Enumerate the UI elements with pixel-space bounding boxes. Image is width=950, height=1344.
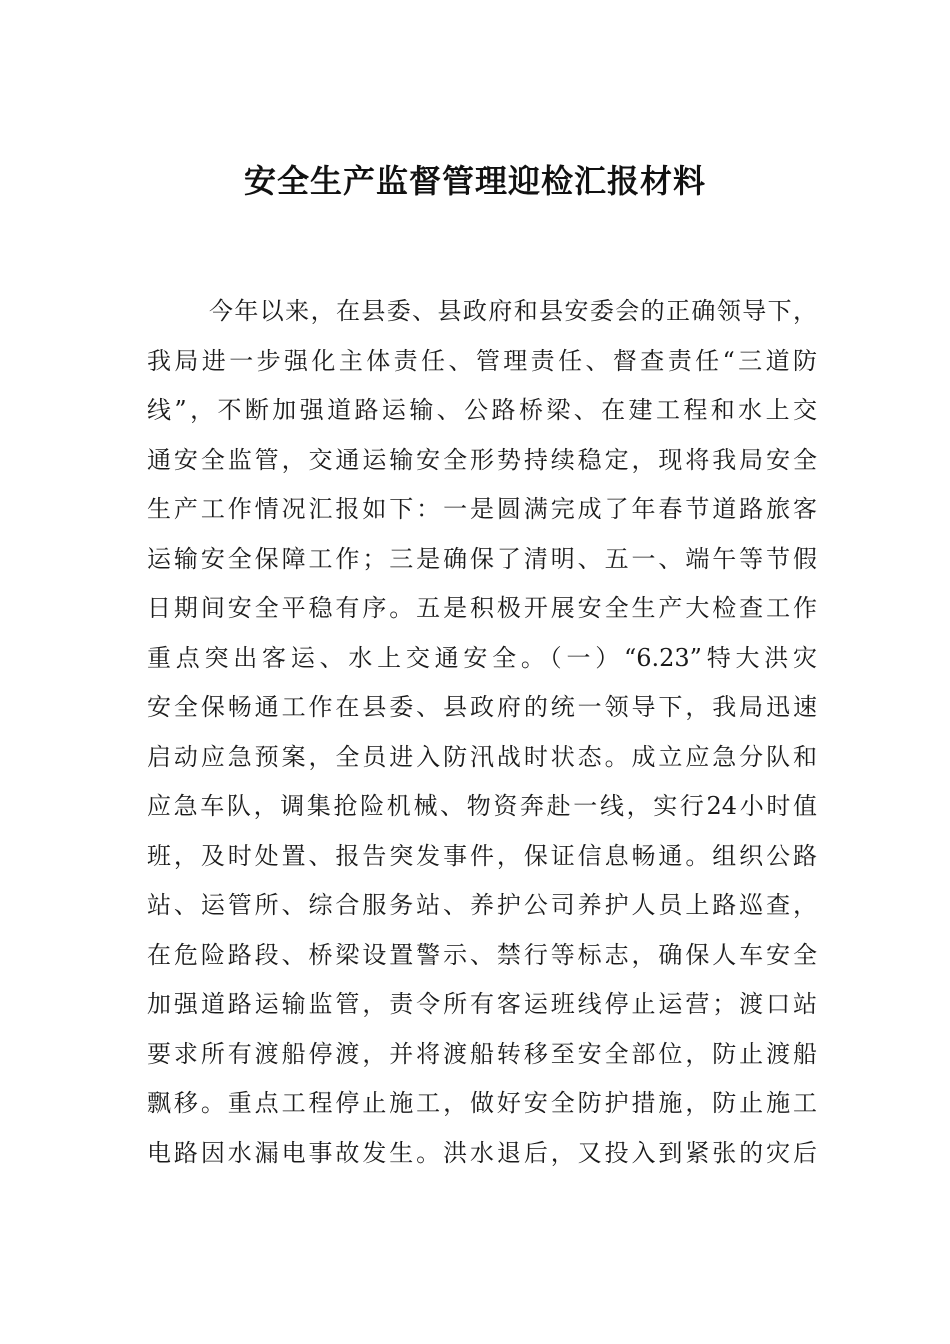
body-line: 我局进一步强化主体责任、管理责任、督查责任“三道防 — [147, 346, 817, 375]
body-line: 班，及时处置、报告突发事件，保证信息畅通。组织公路 — [147, 841, 817, 870]
document-title: 安全生产监督管理迎检汇报材料 — [243, 162, 706, 200]
body-line: 电路因水漏电事故发生。洪水退后，又投入到紧张的灾后 — [147, 1138, 817, 1167]
body-line: 飘移。重点工程停止施工，做好安全防护措施，防止施工 — [147, 1089, 817, 1117]
body-line: 今年以来，在县委、县政府和县安委会的正确领导下， — [209, 297, 817, 325]
body-line: 生产工作情况汇报如下：一是圆满完成了年春节道路旅客 — [147, 495, 817, 523]
body-line: 启动应急预案，全员进入防汛战时状态。成立应急分队和 — [147, 742, 817, 771]
body-line: 重点突出客运、水上交通安全。（一）“6.23”特大洪灾 — [147, 643, 817, 672]
body-line: 站、运管所、综合服务站、养护公司养护人员上路巡查， — [147, 891, 817, 919]
body-line: 线”，不断加强道路运输、公路桥梁、在建工程和水上交 — [147, 396, 817, 424]
body-line: 要求所有渡船停渡，并将渡船转移至安全部位，防止渡船 — [147, 1039, 817, 1068]
body-line: 加强道路运输监管，责令所有客运班线停止运营；渡口站 — [147, 990, 817, 1018]
body-line: 运输安全保障工作；三是确保了清明、五一、端午等节假 — [147, 544, 817, 573]
body-line: 应急车队，调集抢险机械、物资奔赴一线，实行24小时值 — [147, 792, 817, 820]
body-line: 日期间安全平稳有序。五是积极开展安全生产大检查工作 — [147, 594, 817, 622]
body-line: 安全保畅通工作在县委、县政府的统一领导下，我局迅速 — [147, 693, 817, 721]
body-line: 通安全监管，交通运输安全形势持续稳定，现将我局安全 — [147, 445, 817, 474]
document-body — [147, 287, 817, 1178]
body-line: 在危险路段、桥梁设置警示、禁行等标志，确保人车安全 — [147, 940, 817, 969]
